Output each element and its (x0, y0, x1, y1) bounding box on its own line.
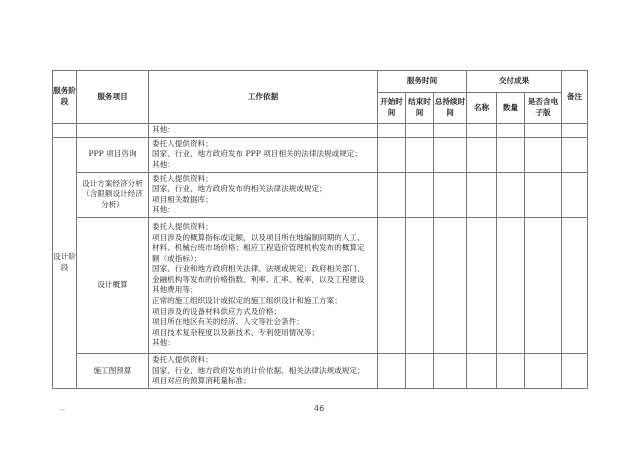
empty-cell (525, 124, 562, 138)
empty-cell (562, 137, 588, 172)
basis-line: 其他费用等； (152, 285, 198, 295)
basis-line: 其他： (152, 125, 175, 134)
header-basis: 工作依据 (149, 71, 378, 124)
empty-cell (406, 217, 434, 353)
table-body (53, 124, 588, 389)
basis-line: 国家、行业、地方政府发布的相关法律法规或规定； (152, 184, 327, 194)
table-row (53, 353, 588, 388)
service-item-cell: 设计方案经济分析（含限额设计经济分析） (77, 172, 149, 217)
basis-line: 金融机构等发布的价格指数、利率、汇率、税率，以及工程建设 (152, 274, 365, 284)
work-basis-cell (149, 137, 378, 172)
empty-cell (497, 124, 525, 138)
empty-cell (406, 353, 434, 388)
stage-cell: 设计阶段 (53, 137, 77, 388)
basis-line: 项目技术复杂程度以及新技术、专利使用情况等； (152, 327, 320, 337)
basis-line: 额（或指标）； (152, 253, 202, 263)
empty-cell (378, 137, 406, 172)
service-table (52, 70, 588, 389)
empty-cell (434, 137, 467, 172)
service-item-cell: 设计概算 (77, 217, 149, 353)
empty-cell (434, 172, 467, 217)
empty-cell (434, 217, 467, 353)
empty-cell (467, 172, 497, 217)
header-stage: 服务阶段 (53, 71, 77, 124)
header-name: 名称 (467, 93, 497, 124)
header-electronic: 是否含电子版 (525, 93, 562, 124)
empty-cell (467, 124, 497, 138)
work-basis-cell (149, 124, 378, 138)
empty-cell (562, 217, 588, 353)
empty-cell (378, 353, 406, 388)
basis-line: 委托人提供资料； (152, 173, 213, 183)
empty-cell (378, 217, 406, 353)
header-service-time: 服务时间 (378, 71, 467, 93)
service-item-cell: 施工图预算 (77, 353, 149, 388)
work-basis-cell (149, 353, 378, 388)
basis-line: 材料、机械台班市场价格；相应工程造价管理机构发布的概算定 (152, 243, 365, 253)
empty-cell (525, 217, 562, 353)
empty-cell (434, 353, 467, 388)
empty-cell (467, 137, 497, 172)
basis-line: 委托人提供资料； (152, 354, 213, 364)
empty-cell (525, 137, 562, 172)
header-end: 结束时间 (406, 93, 434, 124)
empty-cell (406, 137, 434, 172)
header-duration: 总持续时间 (434, 93, 467, 124)
empty-cell (562, 172, 588, 217)
page-number: 46 (314, 404, 325, 413)
empty-cell (497, 137, 525, 172)
empty-cell (497, 217, 525, 353)
empty-cell (434, 124, 467, 138)
basis-line: 其他： (152, 338, 175, 348)
work-basis-cell (149, 217, 378, 353)
empty-cell (562, 353, 588, 388)
work-basis-cell (149, 172, 378, 217)
header-start: 开始时间 (378, 93, 406, 124)
empty-cell (525, 172, 562, 217)
table-row (53, 217, 588, 353)
basis-line: 国家、行业和地方政府相关法律、法规或规定；政府相关部门、 (152, 264, 365, 274)
header-remarks: 备注 (562, 71, 588, 124)
basis-line: 委托人提供资料； (152, 221, 213, 231)
empty-cell (378, 172, 406, 217)
stage-cell-empty (53, 124, 77, 138)
service-item-cell: PPP 项目咨询 (77, 137, 149, 172)
empty-cell (497, 172, 525, 217)
empty-cell (406, 124, 434, 138)
empty-cell (467, 217, 497, 353)
basis-line: 正常的施工组织设计或拟定的施工组织设计和施工方案； (152, 296, 342, 306)
header-deliverables: 交付成果 (467, 71, 562, 93)
basis-line: 其他： (152, 205, 175, 215)
basis-line: 项目对应的预算消耗量标准； (152, 376, 251, 386)
basis-line: 项目所在地区有关的经济、人文等社会条件； (152, 317, 304, 327)
basis-line: 国家、行业、地方政府发布 PPP 项目相关的法律法规或规定； (152, 149, 362, 159)
table-row (53, 124, 588, 138)
basis-line: 项目相关数据库； (152, 194, 213, 204)
header-item: 服务项目 (77, 71, 149, 124)
basis-line: 项目涉及的设备材料供应方式及价格； (152, 306, 282, 316)
empty-cell (467, 353, 497, 388)
empty-cell (406, 172, 434, 217)
footer-dash: -- (60, 406, 66, 414)
service-item-cell (77, 124, 149, 138)
table-row (53, 137, 588, 172)
header-quantity: 数量 (497, 93, 525, 124)
basis-line: 其他： (152, 159, 175, 169)
empty-cell (378, 124, 406, 138)
empty-cell (562, 124, 588, 138)
empty-cell (497, 353, 525, 388)
basis-line: 国家、行业、地方政府发布的计价依据、相关法律法规或规定； (152, 365, 365, 375)
empty-cell (525, 353, 562, 388)
basis-line: 委托人提供资料； (152, 138, 213, 148)
basis-line: 项目涉及的概算指标或定额，以及项目所在地编制同期的人工、 (152, 232, 365, 242)
table-row (53, 172, 588, 217)
